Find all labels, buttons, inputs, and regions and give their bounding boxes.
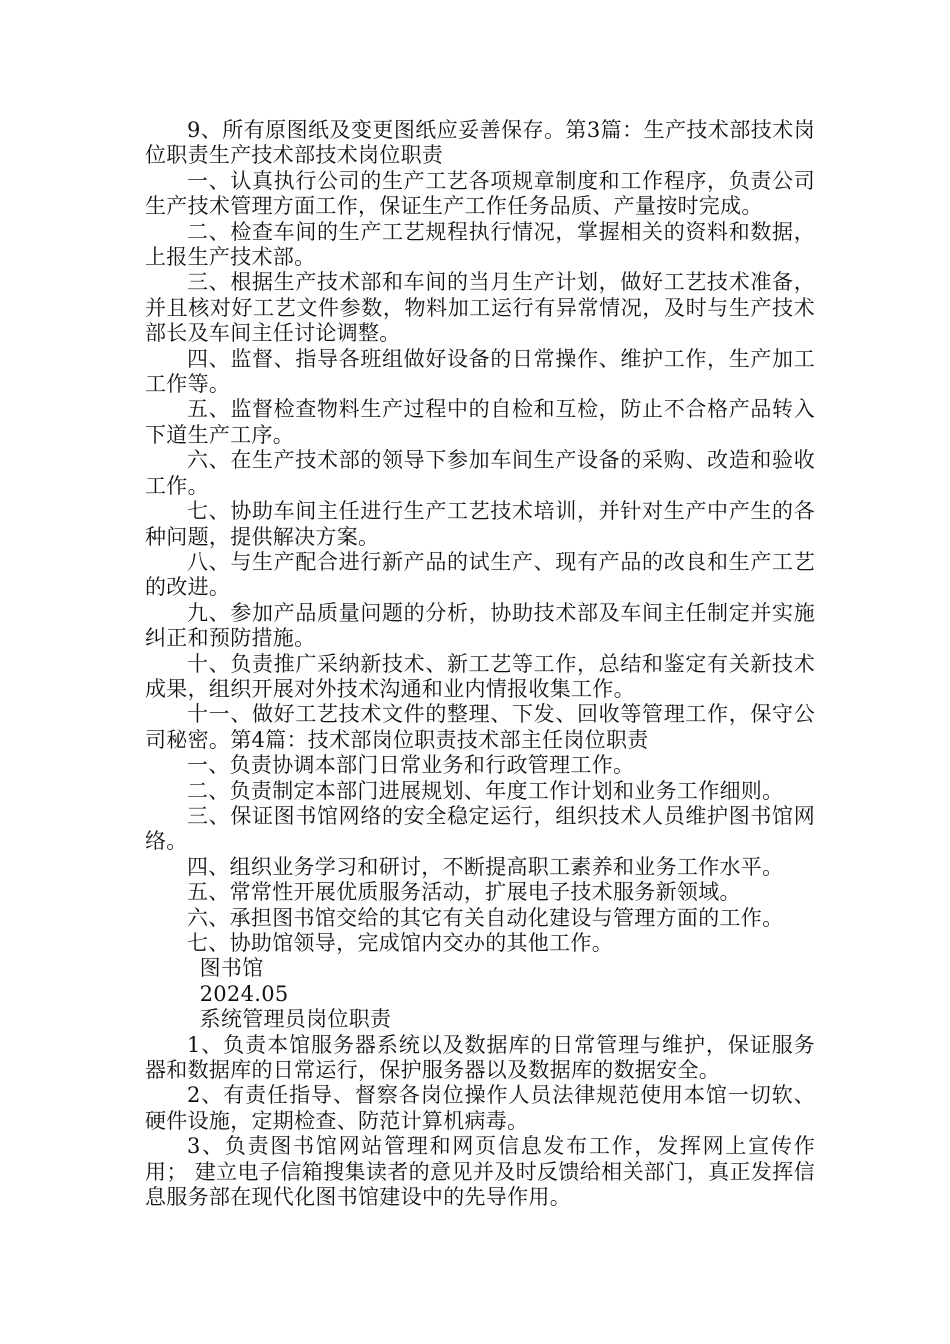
paragraph-6: 五、监督检查物料生产过程中的自检和互检，防止不合格产品转入下道生产工序。 xyxy=(145,397,815,447)
paragraph-12: 十一、做好工艺技术文件的整理、下发、回收等管理工作，保守公司秘密。第4篇：技术部岗位职责技术部主任岗位职责 xyxy=(145,702,815,752)
paragraph-11: 十、负责推广采纳新技术、新工艺等工作，总结和鉴定有关新技术成果，组织开展对外技术沟通和业内情报收集工作。 xyxy=(145,651,815,701)
paragraph-13: 一、负责协调本部门日常业务和行政管理工作。 xyxy=(187,753,635,778)
paragraph-21: 2、有责任指导、督察各岗位操作人员法律规范使用本馆一切软、硬件设施，定期检查、防范计算机病毒。 xyxy=(145,1083,815,1133)
paragraph-10: 九、参加产品质量问题的分析，协助技术部及车间主任制定并实施纠正和预防措施。 xyxy=(145,600,815,651)
paragraph-22: 3、负责图书馆网站管理和网页信息发布工作，发挥网上宣传作用； 建立电子信箱搜集读者的意见并及时反馈给相关部门，真正发挥信息服务部在现代化图书馆建设中的先导作用。 xyxy=(145,1134,815,1210)
paragraph-4: 三、根据生产技术部和车间的当月生产计划，做好工艺技术准备，并且核对好工艺文件参数，物料加工运行有异常情况，及时与生产技术部长及车间主任讨论调整。 xyxy=(145,270,815,346)
paragraph-2: 一、认真执行公司的生产工艺各项规章制度和工作程序，负责公司生产技术管理方面工作，保证生产工作任务品质、产量按时完成。 xyxy=(145,168,815,219)
paragraph-19: 七、协助馆领导，完成馆内交办的其他工作。 xyxy=(187,931,613,955)
paragraph-8: 七、协助车间主任进行生产工艺技术培训，并针对生产中产生的各种问题，提供解决方案。 xyxy=(145,499,815,549)
document-page xyxy=(145,118,815,1210)
paragraph-14: 二、负责制定本部门进展规划、年度工作计划和业务工作细则。 xyxy=(187,778,784,803)
paragraph-1: 9、所有原图纸及变更图纸应妥善保存。第3篇：生产技术部技术岗位职责生产技术部技术岗位职责 xyxy=(145,118,815,168)
paragraph-17: 五、常常性开展优质服务活动，扩展电子技术服务新领域。 xyxy=(187,880,741,905)
paragraph-3: 二、检查车间的生产工艺规程执行情况，掌握相关的资料和数据，上报生产技术部。 xyxy=(145,219,815,270)
section-title: 系统管理员岗位职责 xyxy=(199,1007,392,1032)
paragraph-20: 1、负责本馆服务器系统以及数据库的日常管理与维护，保证服务器和数据库的日常运行，保护服务器以及数据库的数据安全。 xyxy=(145,1032,815,1083)
signature-date: 2024.05 xyxy=(199,981,289,1006)
paragraph-16: 四、组织业务学习和研讨，不断提高职工素养和业务工作水平。 xyxy=(187,854,784,879)
signature-org: 图书馆 xyxy=(199,956,264,981)
paragraph-15: 三、保证图书馆网络的安全稳定运行，组织技术人员维护图书馆网络。 xyxy=(145,803,815,854)
paragraph-7: 六、在生产技术部的领导下参加车间生产设备的采购、改造和验收工作。 xyxy=(145,448,815,498)
paragraph-18: 六、承担图书馆交给的其它有关自动化建设与管理方面的工作。 xyxy=(187,905,784,930)
paragraph-5: 四、监督、指导各班组做好设备的日常操作、维护工作，生产加工工作等。 xyxy=(145,346,815,397)
paragraph-9: 八、与生产配合进行新产品的试生产、现有产品的改良和生产工艺的改进。 xyxy=(145,549,815,600)
